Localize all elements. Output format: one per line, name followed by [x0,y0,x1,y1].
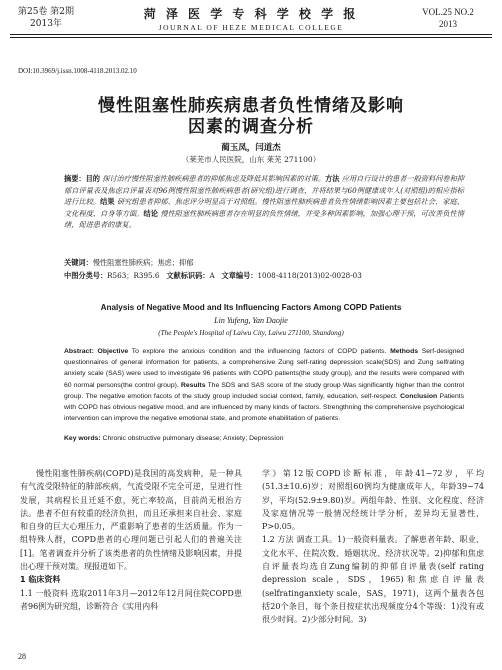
paper-title-cn [0,96,502,138]
journal-name [120,5,382,32]
results-label-cn: 结果 [100,197,115,207]
objective-label-en: Objective [97,348,129,355]
abstract-cn [64,173,464,231]
body-column-left [20,467,242,613]
header-rule-top [10,34,492,35]
keywords-en-label: Key words: [64,435,101,442]
doc-code-label: 文献标识码： [166,271,210,280]
methods-label-cn: 方法 [325,174,340,183]
section-1-1-continued: 学》第12版COPD诊断标准，年龄41~72岁，平均(51.3±10.6)岁；对照组60例均为健康成年人，年龄39~74岁，平均(52.9±9.80)岁。两组年龄、性别、文化程度、经济及家庭情况等一般情况经统计学分析，差异均无显著性，P>0.05。 [262,469,484,532]
year-left: 2013年 [30,19,62,29]
journal-volume-en [408,6,488,30]
keywords-en-text: Chronic obstructive pulmonary disease; Anxiety; Depression [102,435,284,442]
conclusion-text-cn: 慢性阻塞性肺疾病患者存在明显的负性情绪，并受多种因素影响，加强心理干预，可改善负性情绪，促进患者的康复。 [64,208,464,230]
body-column-right [262,467,484,627]
doc-code-value: A [209,271,215,280]
methods-label-en: Methods [390,348,419,355]
keywords-cn-text: 慢性阻塞性肺疾病；焦虑；抑郁 [92,258,194,267]
section-1-1-paragraph: 1.1 一般资料 选取2011年3月—2012年12月间住院COPD患者96例为研究组，诊断符合《实用内科 [20,588,242,611]
title-cn-line2: 因素的调查分析 [188,117,314,137]
methods-text-en: Serf-designed questionnaires of general information for patients, a comprehensive Zung self-rating depression scale(SDS) and Zung selfrating anxiety scale (SAS) were used to investigate 96 patients with COPD patients(the study group), and the results were compared with 60 normal persons(the control group). [64,348,465,389]
intro-paragraph: 慢性阻塞性肺疾病(COPD)是我国的高发病种，是一种具有气流受限特征的肺部疾病，气流受限不完全可逆，呈进行性发展，其病程长且迁延不愈，死亡率较高，目前尚无根治方法。患者不但有较重的经济负担，而且还承担来自社会、家庭和自身的巨大心理压力，严重影响了患者的生活质量。作为一组特殊人群，COPD患者的心理问题已引起人们的普遍关注[1]。笔者调查并分析了该类患者的负性情绪及影响因素，并提出心理干预对策。现报道如下。 [20,469,242,572]
section-1-2-paragraph: 1.2 方法 调查工具。1)一般资料量表。了解患者年龄、职业、文化水平、住院次数、婚姻状况、经济状况等。2)抑郁和焦虑自评量表均选自Zung编制的抑郁自评量表(self rating depression scale，SDS，1965)和焦虑自评量表(selfratinganxiety scale，SAS，1971)，这两个量表各包括20个条目，每个条目按症状出现频度分4个等级：1)没有或很少时间。2)少部分时间。3) [262,535,484,625]
abstract-en [64,346,464,424]
authors-en: Lin Yufeng, Yan Daojie [214,316,288,325]
methods-text-cn: 应用自行设计的患者一般资料问卷和抑郁自评量表及焦虑自评量表对96例慢性阻塞性肺疾病患者(研究组)进行调查，并将结果与60例健康成年人(对照组)的相应指标进行比较。 [64,174,464,207]
keywords-cn-label: 关键词： [64,258,93,267]
objective-text-cn: 探讨治疗慢性阻塞性肺疾病患者的抑郁焦虑及降低其影响因素的对策。 [102,174,326,183]
classification-cn [64,271,464,281]
results-text-cn: 研究组患者抑郁、焦虑评分明显高于对照组。慢性阻塞性肺疾病患者负性情绪影响因素主要包括社会、家庭、文化程度、自身等方面。 [64,197,464,218]
keywords-cn [64,258,464,268]
conclusion-label-en: Conclusion [400,392,438,400]
conclusion-text-en: Patients with COPD has obvious negative mood, and are influenced by many kinds of factors. Strengthning the comprehensive psychological intervention can improve the negative emotional state, and promote ehabilitation of patients. [64,392,465,423]
article-number-value: 1008-4118(2013)02-0028-03 [257,271,362,280]
volume-issue-cn: 第25卷 第2期 [17,7,75,17]
affiliation-en: (The People's Hospital of Laiwu City, Laiwu 271100, Shandong) [158,329,344,337]
affiliation-cn: （莱芜市人民医院，山东 莱芜 271100） [181,155,321,164]
journal-name-en: JOURNAL OF HEZE MEDICAL COLLEGE [158,23,344,32]
paper-title-en: Analysis of Negative Mood and Its Influencing Factors Among COPD Patients [100,303,402,312]
authors-cn: 蔺玉凤，闫道杰 [221,143,281,153]
article-number-label: 文章编号： [221,271,258,280]
volume-issue-en: VOL.25 NO.2 [422,7,474,17]
abstract-cn-label: 摘要： [64,174,86,183]
journal-name-cn: 菏 泽 医 学 专 科 学 校 学 报 [143,7,359,21]
results-text-en: The SDS and SAS score of the study group Was significantly higher than the control group. The negative emotion facots of the study group included social context, family, education, self-respect. [64,381,465,400]
keywords-en [64,435,464,442]
objective-text-en: To explore the anxious condition and the influencing factors of COPD patients. [131,348,387,355]
year-right: 2013 [439,19,457,29]
objective-label-cn: 目的 [85,174,100,183]
title-cn-line1: 慢性阻塞性肺疾病患者负性情绪及影响 [98,96,404,116]
conclusion-label-cn: 结论 [143,208,159,218]
clc-label: 中图分类号： [64,271,108,280]
abstract-en-label: Abstract: [64,348,94,355]
header-rule-bottom [10,37,492,38]
section-heading-clinical: 1 临床资料 [20,575,61,585]
clc-value: R563；R395.6 [107,271,160,280]
results-label-en: Results [180,381,206,389]
doi: DOI:10.3969/j.issn.1008-4118.2013.02.10 [18,67,137,75]
page-number: 28 [18,652,26,661]
journal-volume-issue [16,6,76,30]
